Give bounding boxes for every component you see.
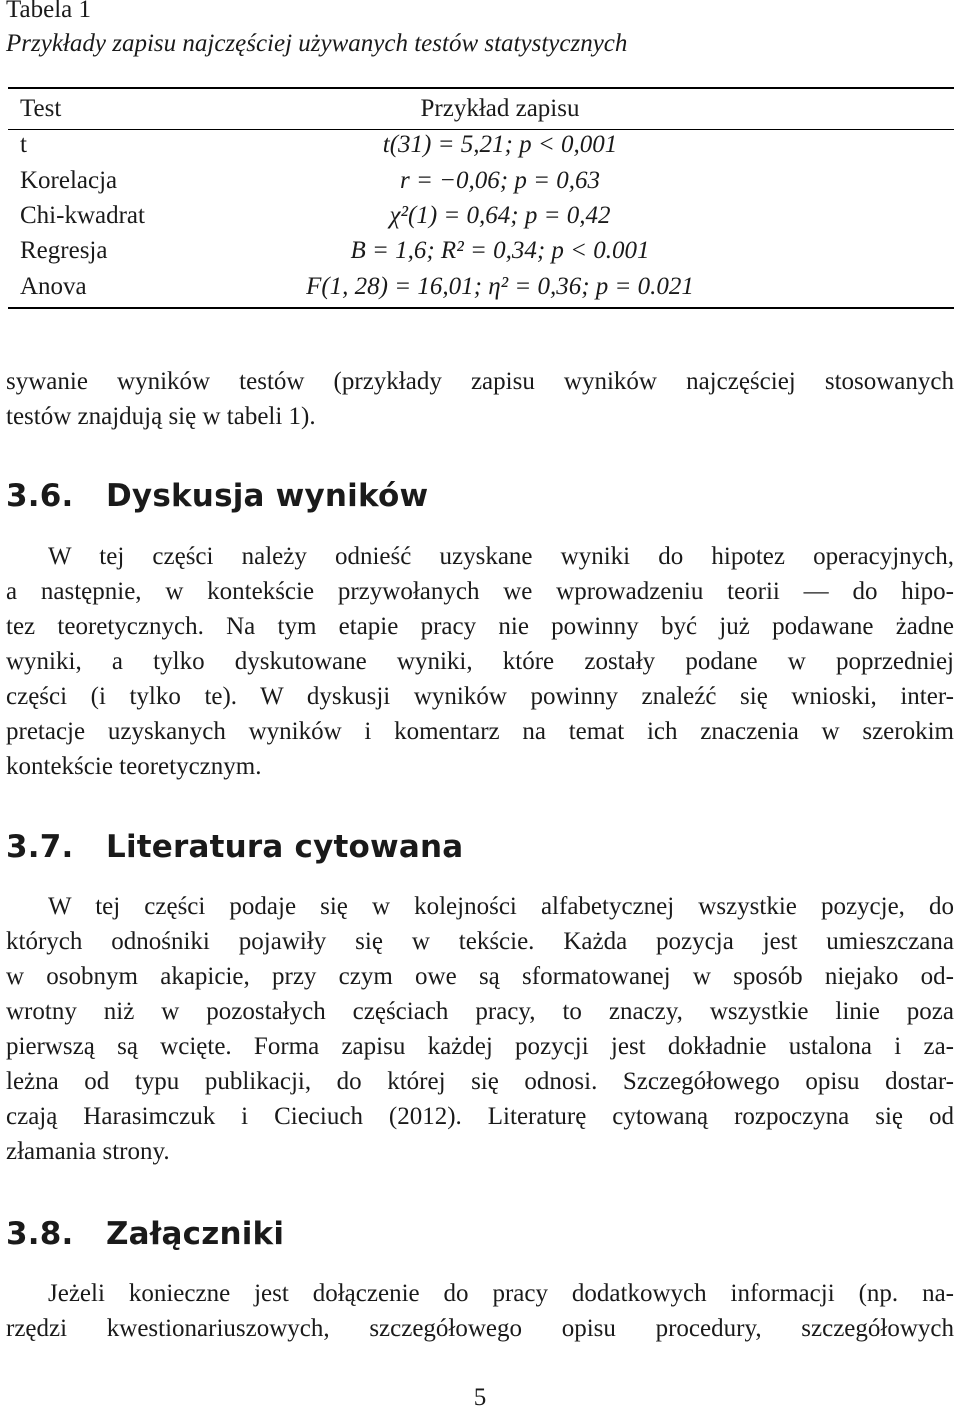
paragraph-line: pierwszą są wcięte. Forma zapisu każdej pozycji jest dokładnie ustalona i za- bbox=[6, 1033, 954, 1060]
paragraph-line: złamania strony. bbox=[6, 1138, 170, 1165]
table-row bbox=[0, 164, 960, 198]
paragraph-line: Jeżeli konieczne jest dołączenie do pracy dodatkowych informacji (np. na- bbox=[48, 1280, 954, 1307]
section-heading-dyskusja bbox=[6, 478, 428, 514]
paragraph-line: testów znajdują się w tabeli 1). bbox=[6, 403, 316, 430]
paragraph-line: czają Harasimczuk i Cieciuch (2012). Literaturę cytowaną rozpoczyna się od bbox=[6, 1103, 954, 1130]
section-paragraph-literatura bbox=[48, 889, 954, 924]
page-number: 5 bbox=[473, 1384, 487, 1411]
paragraph-line: wyniki, a tylko dyskutowane wyniki, które zostały podane w poprzedniej bbox=[6, 648, 954, 675]
section-paragraph-dyskusja-cont bbox=[6, 574, 954, 784]
table-cell-test: t bbox=[20, 131, 27, 158]
section-number: 3.6. bbox=[6, 478, 74, 514]
paragraph-line: rzędzi kwestionariuszowych, szczegółowego opisu procedury, szczegółowych bbox=[6, 1315, 954, 1342]
table-cell-test: Korelacja bbox=[20, 167, 118, 194]
paragraph-line: w osobnym akapicie, przy czym owe są sformatowanej w sposób niejako od- bbox=[6, 963, 954, 990]
table-cell-example: t(31) = 5,21; p < 0,001 bbox=[382, 131, 618, 158]
paragraph-line: W tej części należy odnieść uzyskane wyniki do hipotez operacyjnych, bbox=[48, 543, 954, 570]
section-title: Dyskusja wyników bbox=[106, 478, 429, 514]
table-row bbox=[0, 234, 960, 268]
table-top-rule bbox=[8, 87, 954, 89]
intro-paragraph bbox=[6, 364, 954, 434]
section-title: Literatura cytowana bbox=[106, 829, 464, 865]
paragraph-line: wrotny niż w pozostałych częściach pracy, to znaczy, wszystkie linie poza bbox=[6, 998, 954, 1025]
section-paragraph-zalaczniki-cont bbox=[6, 1311, 954, 1346]
paragraph-line: części (i tylko te). W dyskusji wyników powinny znaleźć się wnioski, inter- bbox=[6, 683, 954, 710]
table-cell-example: B = 1,6; R² = 0,34; p < 0.001 bbox=[350, 237, 650, 264]
paragraph-line: sywanie wyników testów (przykłady zapisu wyników najczęściej stosowanych bbox=[6, 368, 954, 395]
table-label: Tabela 1 bbox=[6, 0, 92, 23]
table-cell-example: F(1, 28) = 16,01; η² = 0,36; p = 0.021 bbox=[306, 273, 694, 300]
paragraph-line: a następnie, w kontekście przywołanych we wprowadzeniu teorii — do hipo- bbox=[6, 578, 954, 605]
table-row bbox=[0, 128, 960, 162]
section-number: 3.8. bbox=[6, 1216, 74, 1252]
paragraph-line: kontekście teoretycznym. bbox=[6, 753, 262, 780]
table-header-row bbox=[0, 92, 960, 126]
table-cell-example: χ²(1) = 0,64; p = 0,42 bbox=[389, 202, 611, 229]
section-paragraph-literatura-cont bbox=[6, 924, 954, 1169]
section-paragraph-zalaczniki bbox=[48, 1276, 954, 1311]
section-paragraph-dyskusja bbox=[48, 539, 954, 574]
paragraph-line: pretacje uzyskanych wyników i komentarz na temat ich znaczenia w szerokim bbox=[6, 718, 954, 745]
paragraph-line: leżna od typu publikacji, do której się odnosi. Szczegółowego opisu dostar- bbox=[6, 1068, 954, 1095]
table-bottom-rule bbox=[8, 307, 954, 309]
table-cell-example: r = −0,06; p = 0,63 bbox=[400, 167, 600, 194]
section-heading-literatura bbox=[6, 829, 463, 865]
table-header-test: Test bbox=[20, 95, 62, 122]
section-heading-zalaczniki bbox=[6, 1216, 284, 1252]
table-cell-test: Anova bbox=[20, 273, 87, 300]
paragraph-line: których odnośniki pojawiły się w tekście. Każda pozycja jest umieszczana bbox=[6, 928, 954, 955]
table-header-example: Przykład zapisu bbox=[420, 95, 580, 122]
table-row bbox=[0, 199, 960, 233]
paragraph-line: W tej części podaje się w kolejności alfabetycznej wszystkie pozycje, do bbox=[48, 893, 954, 920]
table-row bbox=[0, 270, 960, 304]
table-caption: Przykłady zapisu najczęściej używanych testów statystycznych bbox=[6, 30, 628, 57]
section-number: 3.7. bbox=[6, 829, 74, 865]
section-title: Załączniki bbox=[106, 1216, 285, 1252]
paragraph-line: tez teoretycznych. Na tym etapie pracy nie powinny być już podawane żadne bbox=[6, 613, 954, 640]
table-cell-test: Chi-kwadrat bbox=[20, 202, 145, 229]
table-cell-test: Regresja bbox=[20, 237, 108, 264]
